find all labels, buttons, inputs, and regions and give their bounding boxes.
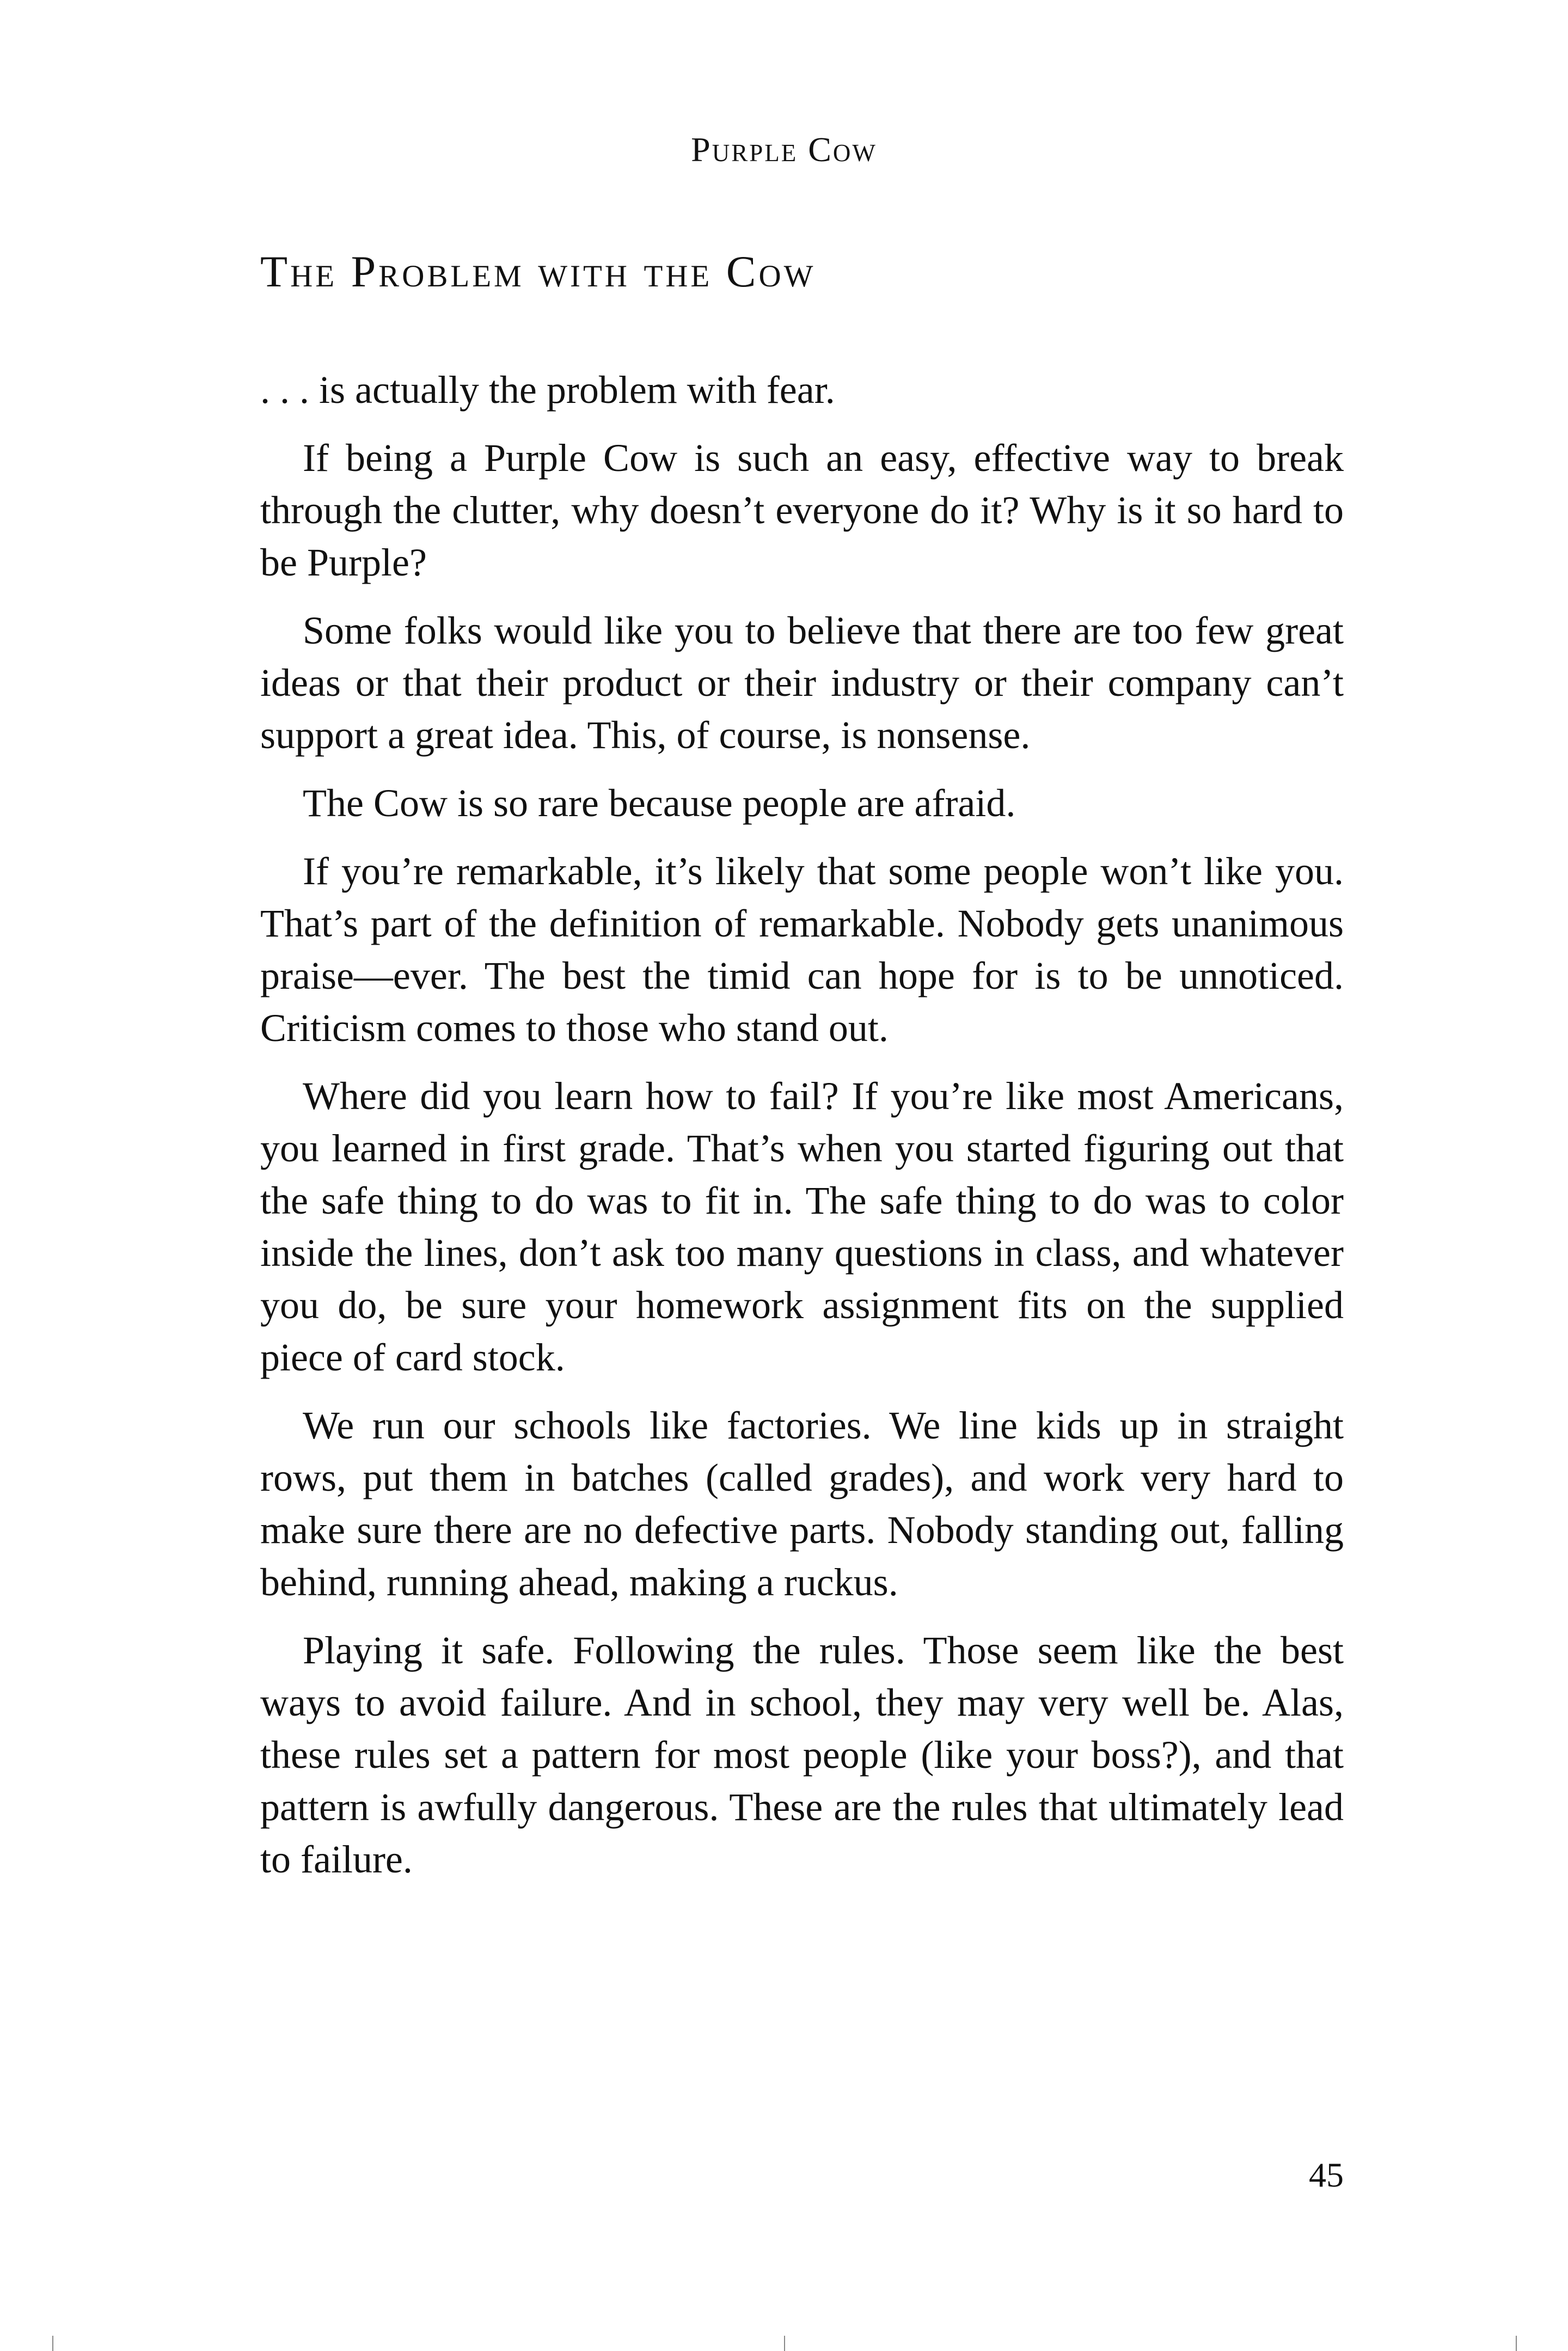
paragraph-5: If you’re remarkable, it’s likely that some people won’t like you. That’s part of the definition of remarkable. Nobody gets unanimous praise—ever. The best the timid can hope for is to be unnoticed. Criticism comes to those who stand out. <box>260 849 1344 1050</box>
paragraph-4: The Cow is so rare because people are afraid. <box>303 781 1016 825</box>
body-text <box>260 364 1344 1901</box>
crop-mark-left <box>52 2336 53 2351</box>
paragraph-2: If being a Purple Cow is such an easy, effective way to break through the clutter, why doesn’t everyone do it? Why is it so hard to be Purple? <box>260 436 1344 584</box>
crop-mark-center <box>784 2336 785 2351</box>
running-header: Purple Cow <box>691 130 877 169</box>
paragraph-3: Some folks would like you to believe that there are too few great ideas or that their product or their industry or their company can’t support a great idea. This, of course, is nonsense. <box>260 609 1344 757</box>
page-number: 45 <box>1309 2156 1344 2194</box>
chapter-title: The Problem with the Cow <box>260 247 816 296</box>
paragraph-7: We run our schools like factories. We line kids up in straight rows, put them in batches (called grades), and work very hard to make sure there are no defective parts. Nobody standing out, falling behind, running ahead, making a ruckus. <box>260 1404 1344 1604</box>
paragraph-1: . . . is actually the problem with fear. <box>260 368 835 412</box>
paragraph-6: Where did you learn how to fail? If you’re like most Americans, you learned in first grade. That’s when you started figuring out that the safe thing to do was to fit in. The safe thing to do was to color inside the lines, don’t ask too many questions in class, and whatever you do, be sure your homework assignment fits on the supplied piece of card stock. <box>260 1074 1344 1379</box>
crop-mark-right <box>1516 2336 1517 2351</box>
paragraph-8: Playing it safe. Following the rules. Those seem like the best ways to avoid failure. And in school, they may very well be. Alas, these rules set a pattern for most people (like your boss?), and that pattern is awfully dangerous. These are the rules that ultimately lead to failure. <box>260 1628 1344 1881</box>
